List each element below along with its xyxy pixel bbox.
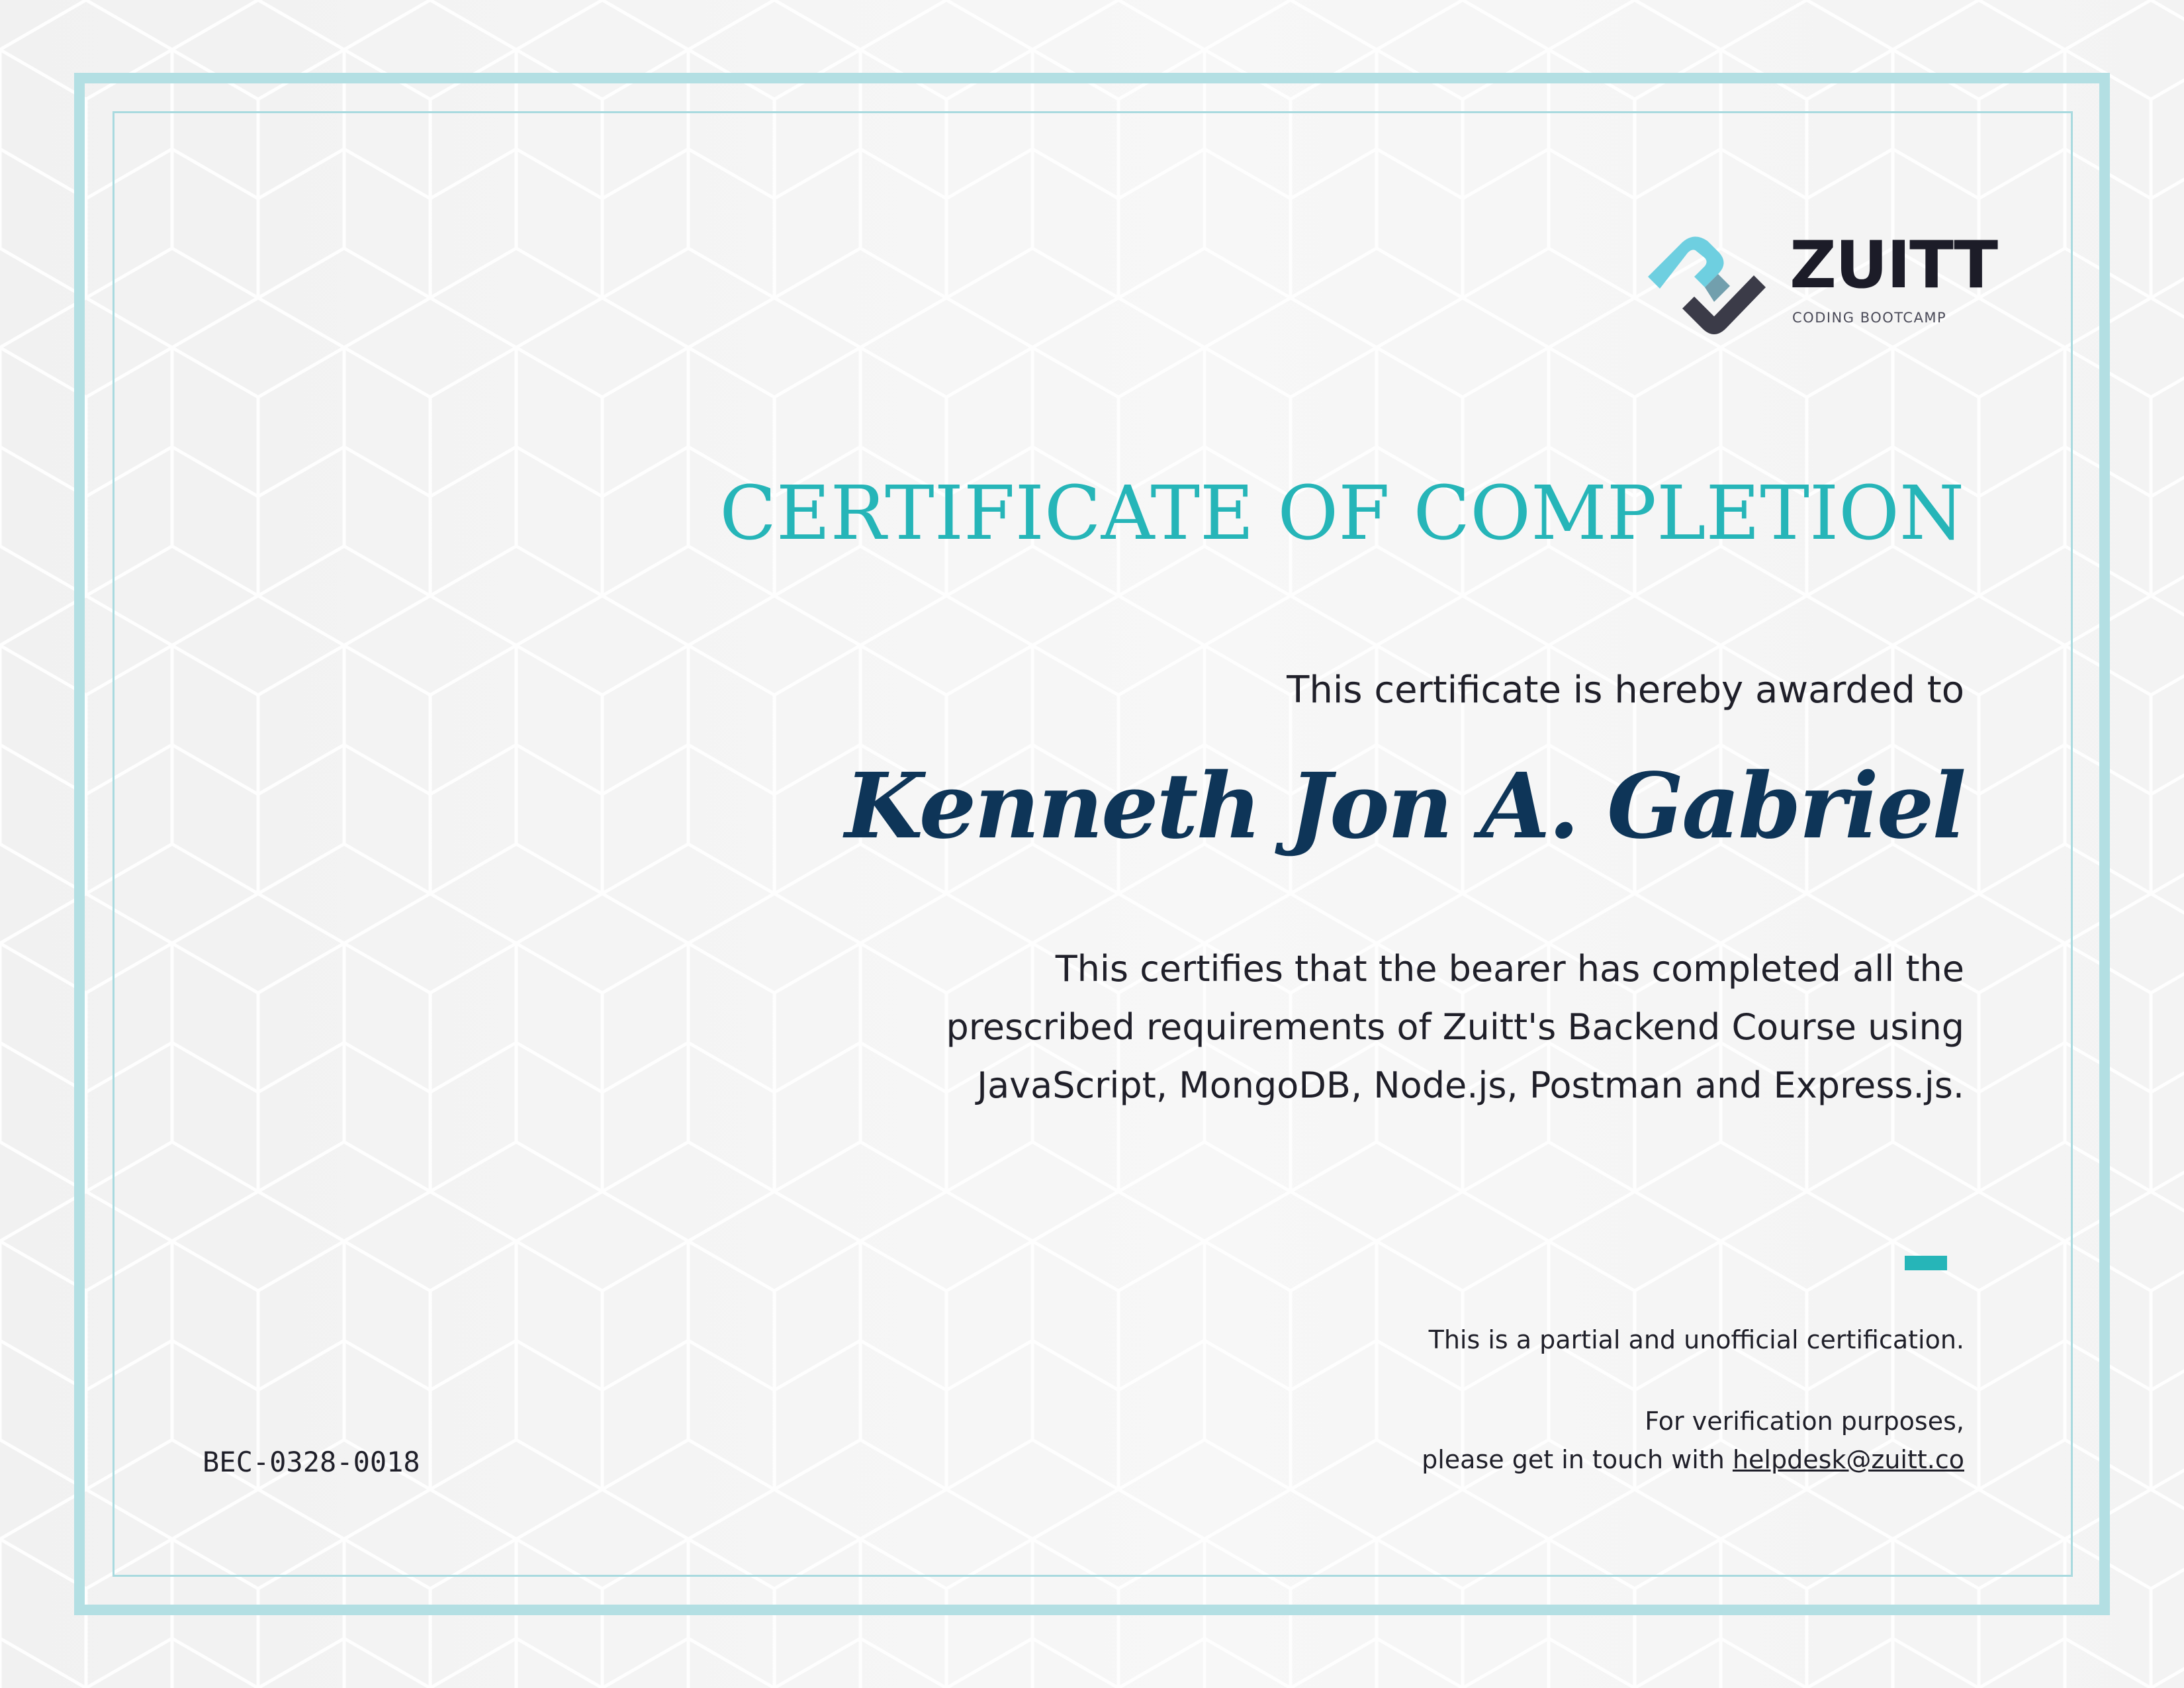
description-line: prescribed requirements of Zuitt's Backend Course using <box>946 1006 1964 1048</box>
accent-dash <box>1905 1256 1947 1270</box>
awarded-to-text: This certificate is hereby awarded to <box>1287 669 1964 712</box>
helpdesk-email-link[interactable]: helpdesk@zuitt.co <box>1732 1445 1964 1474</box>
certificate-title: CERTIFICATE OF COMPLETION <box>719 471 1964 557</box>
description-line: This certifies that the bearer has completed all the <box>1055 948 1964 990</box>
zuitt-logo-icon <box>1636 236 1768 336</box>
certificate-id: BEC-0328-0018 <box>203 1446 420 1478</box>
logo-wordmark: ZUITT <box>1790 228 1997 303</box>
verification-info <box>1422 1402 1964 1479</box>
zuitt-logo <box>1636 228 1997 339</box>
logo-tagline: CODING BOOTCAMP <box>1792 310 1947 326</box>
verification-contact <box>1422 1440 1964 1479</box>
recipient-name: Kenneth Jon A. Gabriel <box>844 753 1964 859</box>
disclaimer-text: This is a partial and unofficial certification. <box>1428 1325 1964 1354</box>
verification-line: please get in touch with <box>1422 1445 1725 1474</box>
certificate-description <box>773 940 1964 1115</box>
verification-line: For verification purposes, <box>1645 1407 1964 1436</box>
description-line: JavaScript, MongoDB, Node.js, Postman and Express.js. <box>977 1064 1964 1106</box>
